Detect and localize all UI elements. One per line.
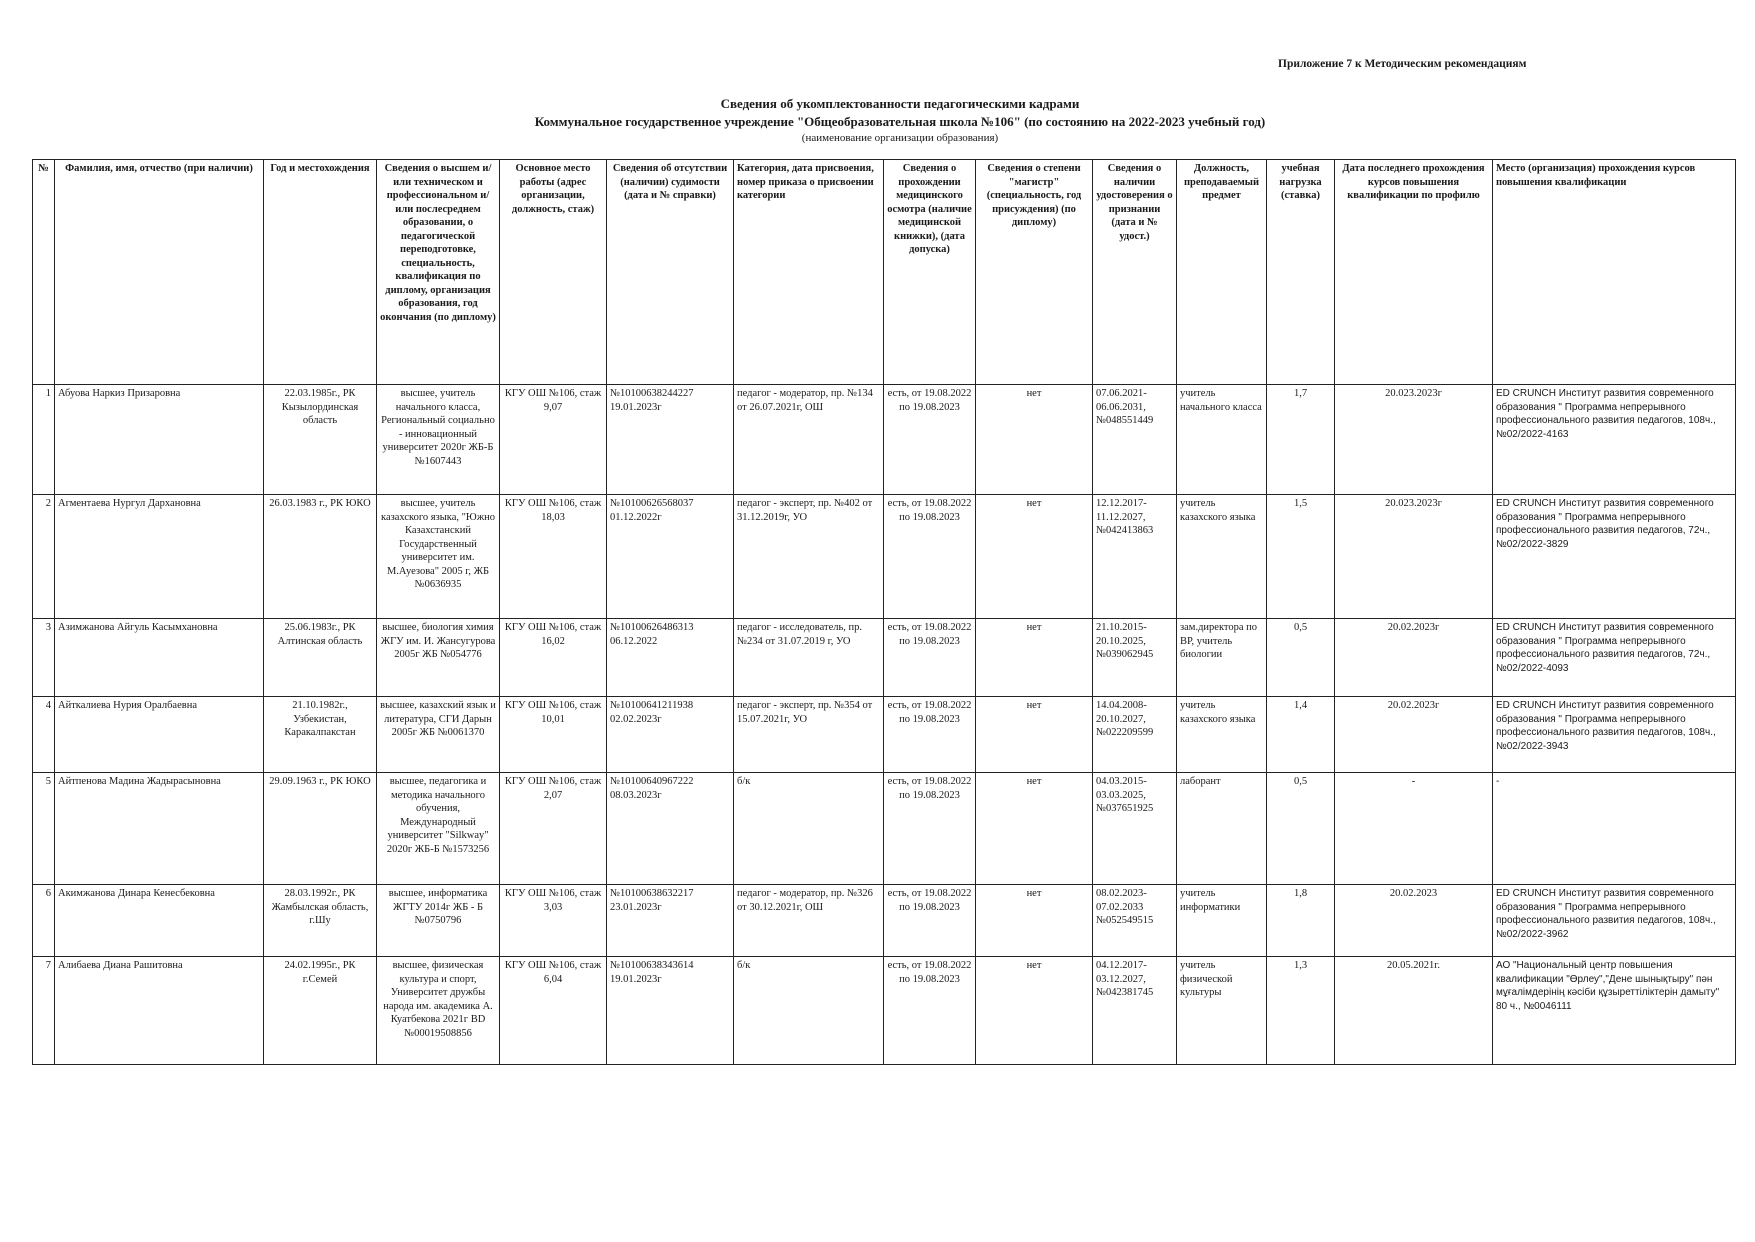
row-birth: 25.06.1983г., РК Алтинская область <box>264 619 377 697</box>
col-header-education: Сведения о высшем и/или техническом и профессиональном и/или послесреднем образовании, о педагогической переподготовке, специальность, квалификация по диплому, организация образования, год окончания (по диплому) <box>377 160 500 385</box>
row-certificate: 04.12.2017-03.12.2027, №042381745 <box>1093 957 1177 1065</box>
row-category: б/к <box>734 957 884 1065</box>
row-conviction: №10100638343614 19.01.2023г <box>607 957 734 1065</box>
row-conviction: №10100626486313 06.12.2022 <box>607 619 734 697</box>
row-course-date: 20.02.2023г <box>1335 697 1493 773</box>
row-num: 1 <box>33 385 55 495</box>
row-master: нет <box>976 385 1093 495</box>
row-course-date: 20.05.2021г. <box>1335 957 1493 1065</box>
row-course-place: ED CRUNCH Институт развития современного образования " Программа непрерывного профессионального развития педагогов, 108ч., №02/2022-3962 <box>1493 885 1736 957</box>
row-birth: 24.02.1995г., РК г.Семей <box>264 957 377 1065</box>
row-master: нет <box>976 619 1093 697</box>
row-category: педагог - исследователь, пр.№234 от 31.07.2019 г, УО <box>734 619 884 697</box>
document-title: Сведения об укомплектованности педагогическими кадрами <box>720 96 1080 111</box>
row-master: нет <box>976 885 1093 957</box>
row-course-place: ED CRUNCH Институт развития современного образования " Программа непрерывного профессионального развития педагогов, 108ч., №02/2022-4163 <box>1493 385 1736 495</box>
row-course-place: АО "Национальный центр повышения квалификации "Өрлеу","Дене шынықтыру" пән мұғалімдерінің кәсіби құзыреттіліктерін дамыту" 80 ч., №0046111 <box>1493 957 1736 1065</box>
row-certificate: 07.06.2021-06.06.2031, №048551449 <box>1093 385 1177 495</box>
row-medical: есть, от 19.08.2022 по 19.08.2023 <box>884 619 976 697</box>
row-education: высшее, педагогика и методика начального обучения, Международный университет "Silkway" 2020г ЖБ-Б №1573256 <box>377 773 500 885</box>
row-education: высшее, учитель начального класса, Региональный социально - инновационный университет 2020г ЖБ-Б №1607443 <box>377 385 500 495</box>
row-workplace: КГУ ОШ №106, стаж 9,07 <box>500 385 607 495</box>
row-position: лаборант <box>1177 773 1267 885</box>
row-name: Алибаева Диана Рашитовна <box>55 957 264 1065</box>
row-num: 2 <box>33 495 55 619</box>
row-course-date: 20.02.2023 <box>1335 885 1493 957</box>
row-name: Абуова Наркиз Призаровна <box>55 385 264 495</box>
table-row <box>33 697 1736 773</box>
col-header-course-place: Место (организация) прохождения курсов повышения квалификации <box>1493 160 1736 385</box>
row-course-place: ED CRUNCH Институт развития современного образования " Программа непрерывного профессионального развития педагогов, 72ч., №02/2022-4093 <box>1493 619 1736 697</box>
table-row <box>33 773 1736 885</box>
row-course-place: ED CRUNCH Институт развития современного образования " Программа непрерывного профессионального развития педагогов, 108ч., №02/2022-3943 <box>1493 697 1736 773</box>
row-medical: есть, от 19.08.2022 по 19.08.2023 <box>884 697 976 773</box>
row-workplace: КГУ ОШ №106, стаж 3,03 <box>500 885 607 957</box>
col-header-num: № <box>33 160 55 385</box>
row-birth: 22.03.1985г., РК Кызылординская область <box>264 385 377 495</box>
col-header-birth: Год и местохождения <box>264 160 377 385</box>
row-course-place: - <box>1493 773 1736 885</box>
row-conviction: №10100626568037 01.12.2022г <box>607 495 734 619</box>
row-num: 7 <box>33 957 55 1065</box>
table-header-row <box>33 160 1736 385</box>
row-course-date: 20.023.2023г <box>1335 495 1493 619</box>
row-load: 1,5 <box>1267 495 1335 619</box>
col-header-course-date: Дата последнего прохождения курсов повышения квалификации по профилю <box>1335 160 1493 385</box>
row-master: нет <box>976 697 1093 773</box>
row-name: Айтпенова Мадина Жадырасыновна <box>55 773 264 885</box>
row-course-date: - <box>1335 773 1493 885</box>
row-medical: есть, от 19.08.2022 по 19.08.2023 <box>884 885 976 957</box>
row-position: учитель физической культуры <box>1177 957 1267 1065</box>
row-position: учитель казахского языка <box>1177 697 1267 773</box>
row-conviction: №10100638632217 23.01.2023г <box>607 885 734 957</box>
row-course-date: 20.02.2023г <box>1335 619 1493 697</box>
row-position: учитель начального класса <box>1177 385 1267 495</box>
row-master: нет <box>976 773 1093 885</box>
table-row <box>33 619 1736 697</box>
table-row <box>33 385 1736 495</box>
appendix-note: Приложение 7 к Методическим рекомендациям <box>1278 58 1527 70</box>
row-education: высшее, учитель казахского языка, "Южно Казахстанский Государственный университет им. М.Ауезова" 2005 г, ЖБ №0636935 <box>377 495 500 619</box>
col-header-medical: Сведения о прохождении медицинского осмотра (наличие медицинской книжки), (дата допуска) <box>884 160 976 385</box>
col-header-conviction: Сведения об отсутствии (наличии) судимости (дата и № справки) <box>607 160 734 385</box>
row-birth: 21.10.1982г., Узбекистан, Каракалпакстан <box>264 697 377 773</box>
row-position: зам.директора по ВР, учитель биологии <box>1177 619 1267 697</box>
row-num: 5 <box>33 773 55 885</box>
row-workplace: КГУ ОШ №106, стаж 16,02 <box>500 619 607 697</box>
row-conviction: №10100641211938 02.02.2023г <box>607 697 734 773</box>
row-conviction: №10100640967222 08.03.2023г <box>607 773 734 885</box>
row-category: педагог - эксперт, пр. №354 от 15.07.2021г, УО <box>734 697 884 773</box>
row-load: 1,7 <box>1267 385 1335 495</box>
row-medical: есть, от 19.08.2022 по 19.08.2023 <box>884 495 976 619</box>
organization-caption: (наименование организации образования) <box>801 132 999 144</box>
col-header-category: Категория, дата присвоения, номер приказа о присвоении категории <box>734 160 884 385</box>
row-position: учитель информатики <box>1177 885 1267 957</box>
table-row <box>33 957 1736 1065</box>
row-name: Азимжанова Айгуль Касымхановна <box>55 619 264 697</box>
col-header-certificate: Сведения о наличии удостоверения о признании (дата и № удост.) <box>1093 160 1177 385</box>
col-header-load: учебная нагрузка (ставка) <box>1267 160 1335 385</box>
row-load: 1,4 <box>1267 697 1335 773</box>
row-position: учитель казахского языка <box>1177 495 1267 619</box>
row-master: нет <box>976 495 1093 619</box>
row-name: Акимжанова Динара Кенесбековна <box>55 885 264 957</box>
row-medical: есть, от 19.08.2022 по 19.08.2023 <box>884 957 976 1065</box>
row-master: нет <box>976 957 1093 1065</box>
row-load: 1,3 <box>1267 957 1335 1065</box>
row-education: высшее, биология химия ЖГУ им. И. Жансугурова 2005г ЖБ №054776 <box>377 619 500 697</box>
document-titles <box>430 95 1370 145</box>
row-workplace: КГУ ОШ №106, стаж 10,01 <box>500 697 607 773</box>
row-education: высшее, информатика ЖГТУ 2014г ЖБ - Б №0750796 <box>377 885 500 957</box>
row-load: 0,5 <box>1267 773 1335 885</box>
row-workplace: КГУ ОШ №106, стаж 6,04 <box>500 957 607 1065</box>
row-name: Айткалиева Нурия Оралбаевна <box>55 697 264 773</box>
row-load: 1,8 <box>1267 885 1335 957</box>
row-certificate: 14.04.2008-20.10.2027, №022209599 <box>1093 697 1177 773</box>
row-category: педагог - модератор, пр. №326 от 30.12.2021г, ОШ <box>734 885 884 957</box>
row-certificate: 21.10.2015-20.10.2025, №039062945 <box>1093 619 1177 697</box>
row-category: педагог - эксперт, пр. №402 от 31.12.2019г, УО <box>734 495 884 619</box>
row-medical: есть, от 19.08.2022 по 19.08.2023 <box>884 385 976 495</box>
staff-table <box>32 159 1736 1065</box>
col-header-name: Фамилия, имя, отчество (при наличии) <box>55 160 264 385</box>
row-education: высшее, казахский язык и литература, СГИ Дарын 2005г ЖБ №0061370 <box>377 697 500 773</box>
table-row <box>33 495 1736 619</box>
row-birth: 26.03.1983 г., РК ЮКО <box>264 495 377 619</box>
col-header-position: Должность, преподаваемый предмет <box>1177 160 1267 385</box>
row-num: 4 <box>33 697 55 773</box>
row-course-date: 20.023.2023г <box>1335 385 1493 495</box>
row-certificate: 12.12.2017-11.12.2027, №042413863 <box>1093 495 1177 619</box>
table-row <box>33 885 1736 957</box>
row-course-place: ED CRUNCH Институт развития современного образования " Программа непрерывного профессионального развития педагогов, 72ч., №02/2022-3829 <box>1493 495 1736 619</box>
col-header-workplace: Основное место работы (адрес организации, должность, стаж) <box>500 160 607 385</box>
row-birth: 29.09.1963 г., РК ЮКО <box>264 773 377 885</box>
row-num: 3 <box>33 619 55 697</box>
row-category: педагог - модератор, пр. №134 от 26.07.2021г, ОШ <box>734 385 884 495</box>
col-header-master: Сведения о степени "магистр" (специальность, год присуждения) (по диплому) <box>976 160 1093 385</box>
row-load: 0,5 <box>1267 619 1335 697</box>
row-conviction: №10100638244227 19.01.2023г <box>607 385 734 495</box>
row-medical: есть, от 19.08.2022 по 19.08.2023 <box>884 773 976 885</box>
row-education: высшее, физическая культура и спорт, Университет дружбы народа им. академика А. Куатбекова 2021г ВD №00019508856 <box>377 957 500 1065</box>
row-workplace: КГУ ОШ №106, стаж 2,07 <box>500 773 607 885</box>
document-subtitle: Коммунальное государственное учреждение "Общеобразовательная школа №106" (по состоянию на 2022-2023 учебный год) <box>534 114 1266 129</box>
row-birth: 28.03.1992г., РК Жамбылская область, г.Шу <box>264 885 377 957</box>
row-workplace: КГУ ОШ №106, стаж 18,03 <box>500 495 607 619</box>
row-name: Агментаева Нургул Дархановна <box>55 495 264 619</box>
row-certificate: 08.02.2023-07.02.2033 №052549515 <box>1093 885 1177 957</box>
row-category: б/к <box>734 773 884 885</box>
row-certificate: 04.03.2015-03.03.2025, №037651925 <box>1093 773 1177 885</box>
row-num: 6 <box>33 885 55 957</box>
